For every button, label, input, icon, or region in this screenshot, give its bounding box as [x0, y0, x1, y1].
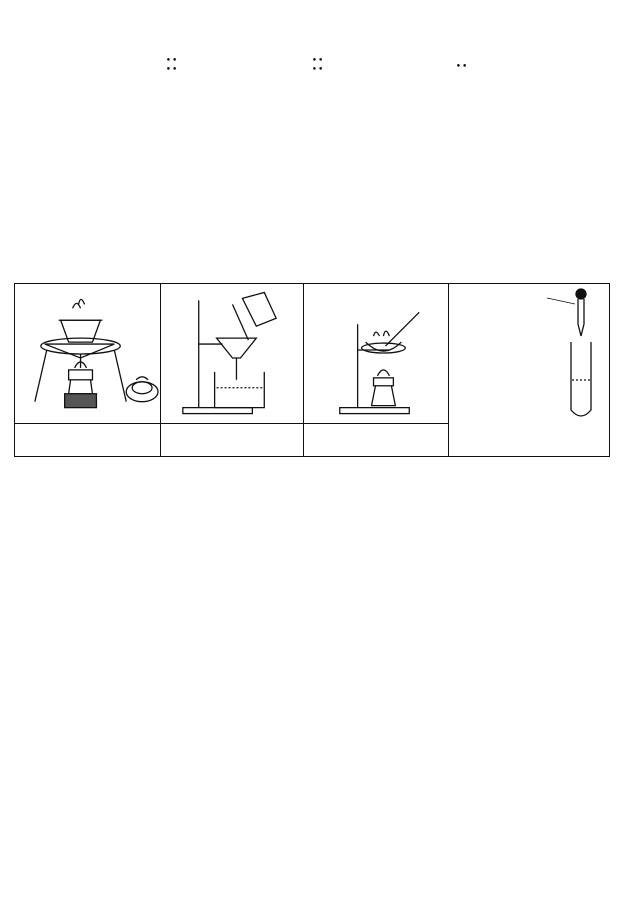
test-tube-figure — [449, 284, 611, 426]
filtration-figure — [161, 284, 303, 426]
figure-cell-a — [15, 284, 161, 456]
figure-label-a — [15, 423, 160, 456]
figure-cell-c — [304, 284, 449, 456]
figure-label-b — [161, 423, 303, 456]
figure-cell-b — [161, 284, 304, 456]
q8-figure-table — [14, 283, 610, 457]
figure-label-c — [304, 423, 448, 456]
figure-cell-d — [449, 284, 611, 456]
evaporation-figure — [304, 284, 448, 426]
crucible-heating-figure — [15, 284, 160, 426]
